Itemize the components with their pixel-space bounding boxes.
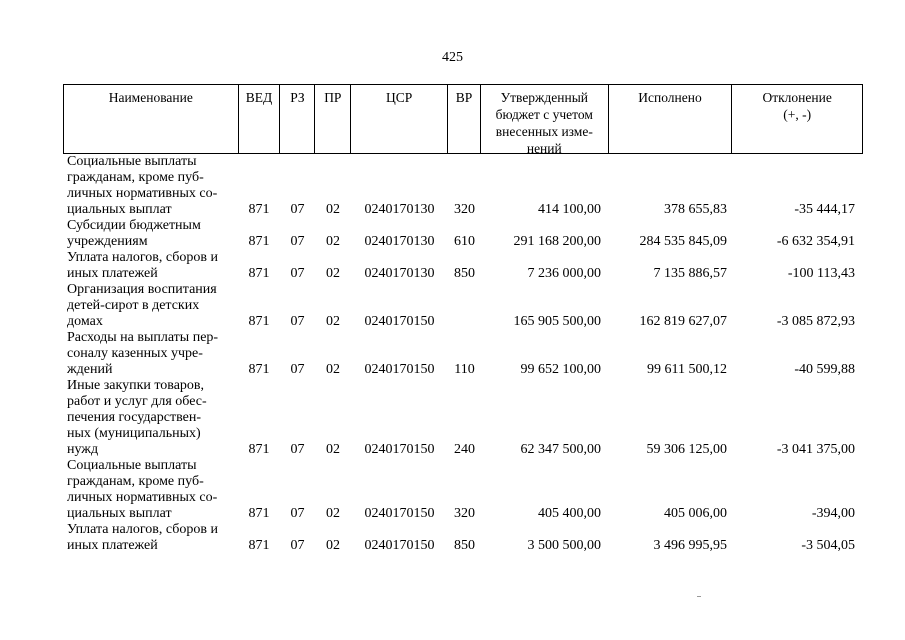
cell-pr: 02 [326,266,340,281]
row-name-line: циальных выплат [67,202,172,217]
cell-executed: 7 135 886,57 [653,266,727,281]
cell-ved: 871 [248,506,270,521]
table-body [63,154,863,554]
table-row [63,250,863,282]
cell-rz: 07 [290,202,305,217]
header-vr: ВР [448,85,481,153]
cell-pr: 02 [326,362,340,377]
cell-ved: 871 [248,314,270,329]
row-name [63,218,238,250]
header-budget-line: бюджет с учетом [495,107,593,122]
cell-budget: 99 652 100,00 [520,362,601,377]
cell-executed: 99 611 500,12 [647,362,727,377]
header-budget-line: нений [526,141,562,156]
cell-budget: 291 168 200,00 [513,234,601,249]
cell-rz: 07 [290,506,305,521]
cell-budget: 165 905 500,00 [513,314,601,329]
cell-vr: 850 [454,266,475,281]
row-name-line: работ и услуг для обес- [67,394,207,409]
cell-csr: 0240170130 [364,266,435,281]
cell-deviation: -3 085 872,93 [776,314,855,329]
row-name [63,250,238,282]
cell-deviation: -100 113,43 [787,266,855,281]
row-name-line: учреждениям [67,234,148,249]
cell-deviation: -394,00 [811,506,855,521]
row-name-line: Иные закупки товаров, [67,378,205,393]
row-name-line: печения государствен- [67,410,201,425]
row-name-line: нужд [67,442,99,457]
row-name [63,458,238,522]
cell-ved: 871 [248,362,270,377]
cell-vr: 610 [454,234,475,249]
cell-ved: 871 [248,202,270,217]
cell-rz: 07 [290,266,305,281]
cell-vr: 850 [454,538,475,553]
cell-ved: 871 [248,442,270,457]
row-name-line: Уплата налогов, сборов и [67,522,218,537]
cell-csr: 0240170150 [364,538,435,553]
cell-executed: 3 496 995,95 [653,538,727,553]
header-deviation [732,85,862,153]
row-name-line: домах [67,314,103,329]
cell-pr: 02 [326,506,340,521]
cell-csr: 0240170150 [364,314,435,329]
table-row [63,218,863,250]
header-deviation-line: Отклонение [762,90,832,105]
cell-rz: 07 [290,314,305,329]
page-number: 425 [442,50,463,65]
table-header [63,84,863,154]
row-name [63,378,238,458]
row-name-line: соналу казенных учре- [67,346,203,361]
cell-executed: 162 819 627,07 [639,314,727,329]
cell-rz: 07 [290,538,305,553]
cell-deviation: -40 599,88 [794,362,855,377]
cell-executed: 405 006,00 [664,506,727,521]
header-rz: РЗ [280,85,315,153]
cell-pr: 02 [326,234,340,249]
cell-budget: 3 500 500,00 [527,538,601,553]
row-name-line: иных платежей [67,266,158,281]
header-pr: ПР [315,85,351,153]
cell-csr: 0240170150 [364,506,435,521]
cell-ved: 871 [248,234,270,249]
row-name-line: Расходы на выплаты пер- [67,330,219,345]
header-deviation-line: (+, -) [783,107,812,122]
table-row [63,330,863,378]
cell-csr: 0240170150 [364,362,435,377]
cell-deviation: -3 504,05 [801,538,855,553]
header-csr: ЦСР [351,85,448,153]
cell-deviation: -35 444,17 [794,202,855,217]
row-name-line: циальных выплат [67,506,172,521]
row-name-line: гражданам, кроме пуб- [67,474,204,489]
row-name-line: иных платежей [67,538,158,553]
row-name [63,282,238,330]
table-row [63,458,863,522]
cell-budget: 62 347 500,00 [520,442,601,457]
cell-csr: 0240170130 [364,234,435,249]
cell-budget: 7 236 000,00 [527,266,601,281]
header-budget [481,85,609,156]
cell-rz: 07 [290,362,305,377]
header-ved: ВЕД [239,85,281,153]
cell-csr: 0240170130 [364,202,435,217]
row-name-line: личных нормативных со- [67,186,218,201]
cell-pr: 02 [326,442,340,457]
table-row [63,154,863,218]
row-name-line: детей-сирот в детских [67,298,200,313]
cell-rz: 07 [290,442,305,457]
cell-executed: 59 306 125,00 [646,442,727,457]
cell-ved: 871 [248,266,270,281]
row-name-line: ных (муниципальных) [67,426,201,441]
cell-deviation: -3 041 375,00 [776,442,855,457]
table-row [63,378,863,458]
cell-executed: 378 655,83 [664,202,727,217]
header-name: Наименование [64,85,239,153]
row-name-line: личных нормативных со- [67,490,218,505]
cell-csr: 0240170150 [364,442,435,457]
row-name-line: Субсидии бюджетным [67,218,201,233]
table-row [63,282,863,330]
cell-budget: 405 400,00 [538,506,601,521]
cell-budget: 414 100,00 [538,202,601,217]
row-name [63,330,238,378]
cell-pr: 02 [326,538,340,553]
header-budget-line: Утвержденный [500,90,588,105]
header-budget-line: внесенных изме- [495,124,593,139]
cell-pr: 02 [326,202,340,217]
cell-deviation: -6 632 354,91 [776,234,855,249]
cell-rz: 07 [290,234,305,249]
scan-mark [697,596,701,597]
row-name-line: ждений [67,362,113,377]
cell-ved: 871 [248,538,270,553]
cell-executed: 284 535 845,09 [639,234,727,249]
row-name-line: Уплата налогов, сборов и [67,250,218,265]
row-name-line: гражданам, кроме пуб- [67,170,204,185]
cell-vr: 240 [454,442,475,457]
table-row [63,522,863,554]
cell-vr: 320 [454,202,475,217]
row-name [63,522,238,554]
cell-vr: 320 [454,506,475,521]
row-name-line: Социальные выплаты [67,154,197,169]
row-name-line: Социальные выплаты [67,458,197,473]
cell-pr: 02 [326,314,340,329]
row-name [63,154,238,218]
cell-vr: 110 [454,362,475,377]
row-name-line: Организация воспитания [67,282,217,297]
header-executed: Исполнено [609,85,733,153]
